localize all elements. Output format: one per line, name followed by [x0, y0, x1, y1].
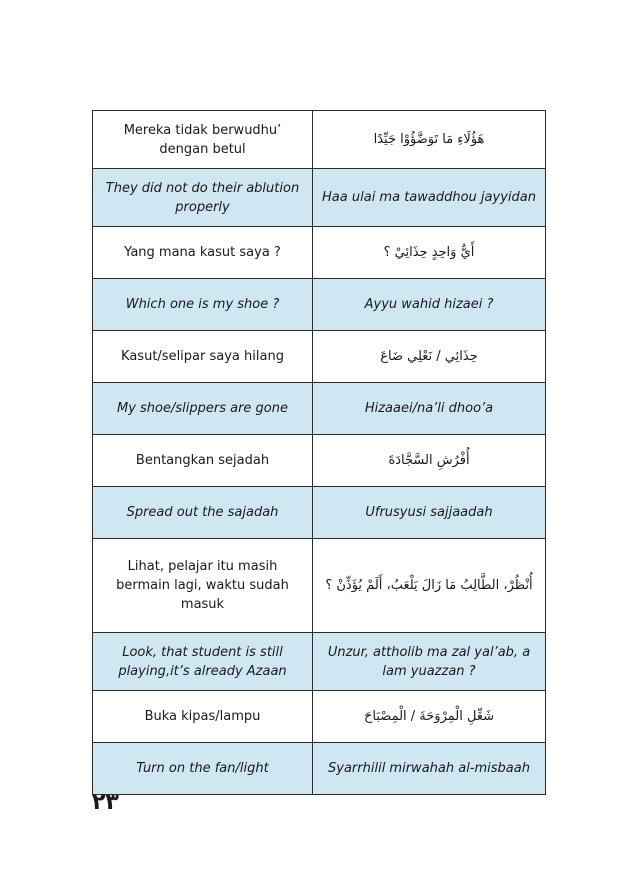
malay-phrase: Buka kipas/lampu [93, 691, 313, 743]
table-row [93, 331, 546, 383]
malay-phrase: Kasut/selipar saya hilang [93, 331, 313, 383]
transliteration: Ufrusyusi sajjaadah [313, 487, 546, 539]
english-phrase: Spread out the sajadah [93, 487, 313, 539]
arabic-phrase: أُنْظُرْ، الطَّالِبُ مَا زَالَ يَلْعَبُ، أَلَمْ يُؤَذِّنْ ؟ [313, 539, 546, 633]
english-phrase: Look, that student is still playing,it’s already Azaan [93, 633, 313, 691]
transliteration: Haa ulai ma tawaddhou jayyidan [313, 169, 546, 227]
english-phrase: Turn on the fan/light [93, 743, 313, 795]
arabic-phrase: هَؤُلَاءِ مَا تَوَضَّؤُوْا جَيِّدًا [313, 111, 546, 169]
english-phrase: Which one is my shoe ? [93, 279, 313, 331]
table-row [93, 111, 546, 169]
table-row [93, 743, 546, 795]
table-row [93, 435, 546, 487]
transliteration: Unzur, attholib ma zal yal’ab, a lam yuazzan ? [313, 633, 546, 691]
english-phrase: They did not do their ablution properly [93, 169, 313, 227]
table-row [93, 691, 546, 743]
table-row [93, 487, 546, 539]
table-row [93, 169, 546, 227]
malay-phrase: Bentangkan sejadah [93, 435, 313, 487]
arabic-phrase: حِذَائِي / نَعْلِي ضَاعَ [313, 331, 546, 383]
english-phrase: My shoe/slippers are gone [93, 383, 313, 435]
transliteration: Syarrhilil mirwahah al-misbaah [313, 743, 546, 795]
transliteration: Ayyu wahid hizaei ? [313, 279, 546, 331]
phrase-table [92, 110, 546, 795]
table-row [93, 633, 546, 691]
arabic-phrase: أُفْرُشِ السَّجَّادَةَ [313, 435, 546, 487]
table-row [93, 539, 546, 633]
malay-phrase: Yang mana kasut saya ? [93, 227, 313, 279]
table-row [93, 227, 546, 279]
transliteration: Hizaaei/na’li dhoo’a [313, 383, 546, 435]
arabic-phrase: شَغِّلِ الْمِرْوَحَةَ / الْمِصْبَاحَ [313, 691, 546, 743]
table-row [93, 383, 546, 435]
page-number: ٢٣ [92, 790, 119, 815]
malay-phrase: Lihat, pelajar itu masih bermain lagi, waktu sudah masuk [93, 539, 313, 633]
arabic-phrase: أَيُّ وَاحِدٍ حِذَائِيْ ؟ [313, 227, 546, 279]
table-row [93, 279, 546, 331]
malay-phrase: Mereka tidak berwudhu’ dengan betul [93, 111, 313, 169]
